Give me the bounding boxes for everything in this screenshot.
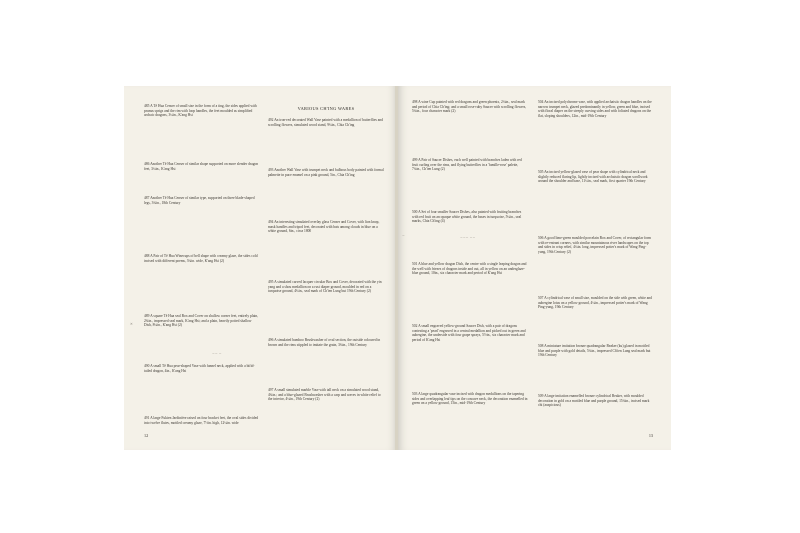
- lot-492: 492 An iron-red decorated Wall Vase painted with a medallion of butterflies and scrolling flowers, simulated wood stand, 9¾in., Chia Ch'ing: [268, 118, 383, 127]
- lot-488: 488 A Pair of Tê Hua Winecups of bell shape with creamy glaze, the sides cold incised with different poems, 3¼in. wide, K'ang Hsi (2): [144, 254, 258, 263]
- lot-495: 495 A simulated carved lacquer circular Box and Cover, decorated with the yin yang and a shou medallion on a rust diaper ground, moulded in red on a turquoise ground, 4¾in., seal mark of Ch'ien Lung but 19th Century (2): [268, 280, 382, 294]
- right-page: [398, 86, 671, 450]
- pencil-margin-note: ✕: [130, 322, 133, 326]
- pencil-margin-note: ~: [402, 234, 405, 238]
- lot-491: 491 A large Fukien Jardinière raised on four bracket feet, the oval sides divided into twelve flutes, mottled creamy glaze, 7½in. high, 12¼in. wide: [144, 416, 259, 425]
- lot-504: 504 An incised polychrome vase, with applied archaistic dragon handles on the narrow trumpet neck, glazed predominantly in yellow, green and blue, incised with floral diaper on the steeply curving sides and with foliated dragons on the flat, sloping shoulders, 12in., mid-19th Century: [538, 100, 652, 119]
- lot-497: 497 A small simulated marble Vase with tall neck on a simulated wood stand, 4¾in.; and a blue-glazed Brushwasher with a carp and waves in white relief to the interior, 4¼in., 19th Century (2): [268, 388, 381, 402]
- pencil-margin-note: ~~~ ~~: [460, 236, 476, 240]
- lot-508: 508 A miniature imitation bronze quadrangular Beaker (ku) glazed in mottled blue and purple with gold details, 5¼in., impressed Ch'ien Lung seal mark but 19th Century: [538, 344, 651, 358]
- folio-right: 13: [648, 433, 653, 438]
- lot-507: 507 A cylindrical vase of small size, moulded on the side with green, white and aubergine lotus on a yellow ground, 4¼in., impressed potter's mark of Wang Ping-yung, 19th Century: [538, 296, 652, 310]
- lot-500: 500 A Set of four smaller Saucer Dishes, also painted with fruiting branches with red fruit on an opaque white ground, the bases in turquoise, 5¼in., seal marks, Chia Ch'ing (4): [412, 210, 522, 224]
- lot-506: 506 A good lime-green moulded porcelain Box and Cover, of rectangular form with re-entrant corners, with similar mountainous river landscapes on the top and sides in crisp relief, 4¼in. long, impressed potter's mark of Wang Ping-yung, 19th Century (2): [538, 236, 652, 255]
- lot-494: 494 An interesting simulated overlay glass Censer and Cover, with lion knop, mask handles and tripod feet, decorated with bats among clouds in blue on a white ground, 6in., circa 1800: [268, 220, 380, 234]
- open-catalogue: [124, 86, 671, 450]
- pencil-margin-note: ~~ ~: [212, 352, 222, 356]
- lot-487: 487 Another Tê Hua Censer of similar type, supported on three blade-shaped legs, 3¾in., 18th Century: [144, 196, 255, 205]
- lot-499: 499 A Pair of Saucer Dishes, each well painted with branches laden with red fruit curling over the rims, and flying butterflies in a 'famille-rose' palette, 7¼in., Ch'ien Lung (2): [412, 158, 522, 172]
- lot-503: 503 A large quadrangular vase incised with dragon medallions on the tapering sides and overlapping leaf tips on the concave neck, the decoration enamelled in green on a yellow ground, 15in., mid-19th Century: [412, 392, 528, 406]
- section-title: VARIOUS CH'ING WARES: [297, 106, 355, 111]
- folio-left: 12: [144, 433, 149, 438]
- lot-498: 498 A wine Cup painted with red dragons and green phoenix, 2¼in., seal mark and period of Chia Ch'ing; and a small rose-ruby Saucer with scrolling flowers, 5¼in., four character mark (2): [412, 100, 527, 114]
- lot-505: 505 An incised yellow-glazed vase of pear shape with cylindrical neck and slightly reduced flaring lip, lightly incised with archaistic dragon scrollwork around the shoulder and base, 11¼in., seal mark, first quarter 19th Century: [538, 170, 648, 184]
- lot-509: 509 A large imitation enamelled bronze cylindrical Beaker, with moulded decoration in gold on a mottled blue and purple ground, 15¼in., incised mark chi (auspicious): [538, 394, 650, 408]
- lot-493: 493 Another Wall Vase with trumpet neck and bulbous body painted with formal palmette in puce enamel on a pink ground, 5in., Chia Ch'ing: [268, 168, 384, 177]
- lot-485: 485 A Tê Hua Censer of small size in the form of a ting, the sides applied with prunus sprigs and the rim with loop handles, the feet moulded as simplified archaic dragons, 3¼in., K'ang Hsi: [144, 104, 257, 118]
- lot-490: 490 A small Tê Hua pear-shaped Vase with funnel neck, applied with a bifid-tailed dragon, 4in., K'ang Hsi: [144, 364, 255, 373]
- lot-502: 502 A small engraved yellow-ground Saucer Dish, with a pair of dragons contesting a 'pearl' engraved in a central medallion and picked out in green and aubergine, the underside with four grape sprays, 5½in., six character mark and period of K'ang Hsi: [412, 324, 526, 343]
- lot-486: 486 Another Tê Hua Censer of similar shape supported on more slender dragon feet, 3¼in., K'ang Hsi: [144, 162, 259, 171]
- lot-489: 489 A square Tê Hua seal Box and Cover on shallow corner feet, entirely plain, 2¾in., impressed seal mark, K'ang Hsi; and a plain, heavily potted shallow Dish, 8¼in., K'ang Hsi (2): [144, 314, 259, 328]
- lot-501: 501 A blue and yellow dragon Dish, the centre with a single leaping dragon and the well with friezes of dragons inside and out, all in yellow on an underglaze-blue ground, 10in., six character mark and period of K'ang Hsi: [412, 262, 527, 276]
- left-page: [124, 86, 397, 450]
- lot-496: 496 A simulated bamboo Brushwasher of oval section, the outside coloured in brown and the rims stippled to imitate the grain, 3¾in., 19th Century: [268, 338, 381, 347]
